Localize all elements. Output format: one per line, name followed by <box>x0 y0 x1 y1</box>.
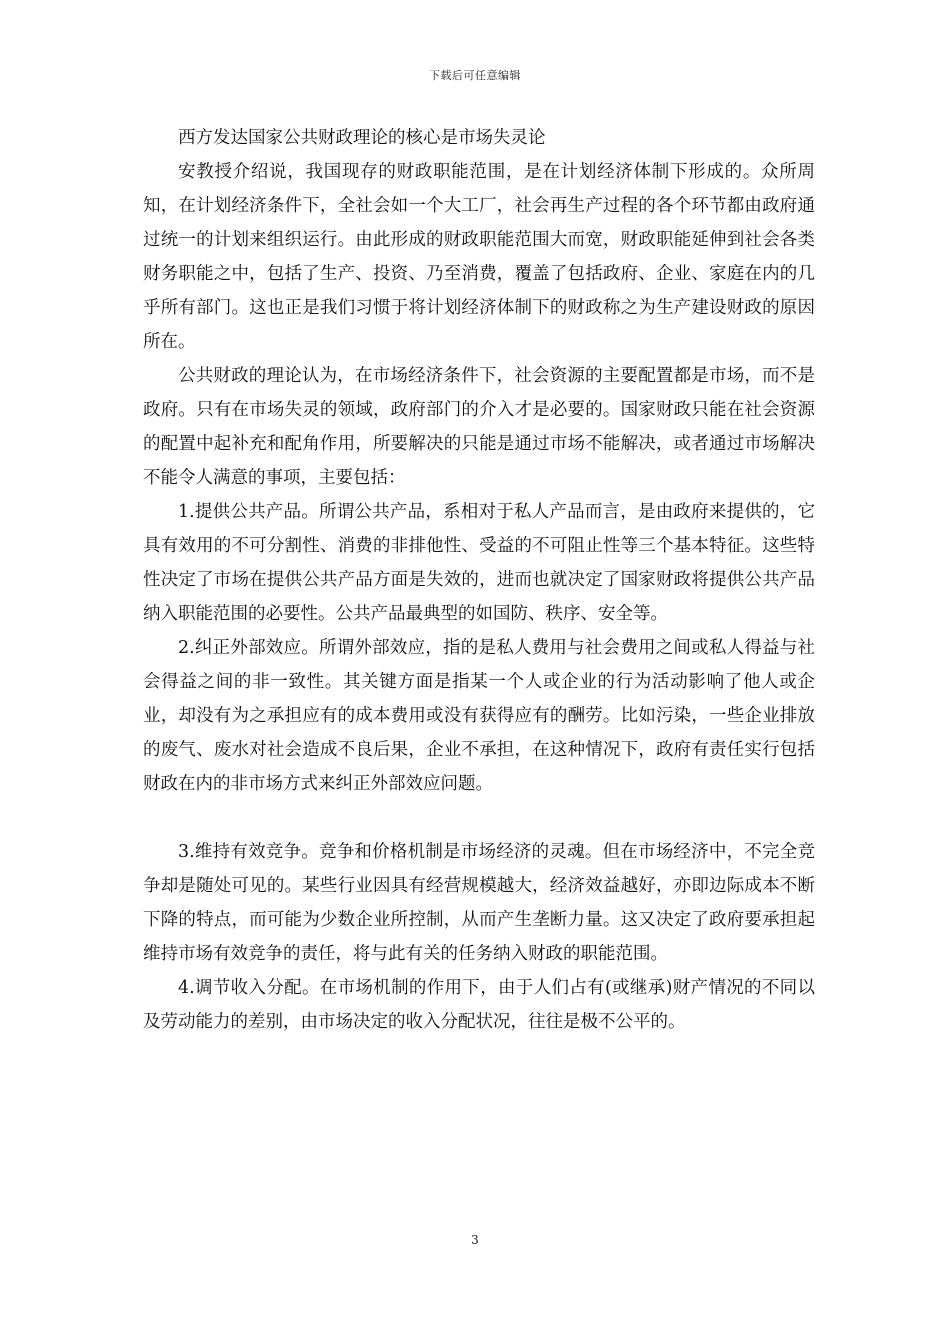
body-text <box>143 121 815 1039</box>
page-number: 3 <box>471 1233 479 1247</box>
paragraph-item-1: 1.提供公共产品。所谓公共产品，系相对于私人产品而言，是由政府来提供的，它具有效用的不可分割性、消费的非排他性、受益的不可阻止性等三个基本特征。这些特性决定了市场在提供公共产品方面是失效的，进而也就决定了国家财政将提供公共产品纳入职能范围的必要性。公共产品最典型的如国防、秩序、安全等。 <box>143 502 815 624</box>
paragraph-item-2: 2.纠正外部效应。所谓外部效应，指的是私人费用与社会费用之间或私人得益与社会得益之间的非一致性。其关键方面是指某一个人或企业的行为活动影响了他人或企业，却没有为之承担应有的成本费用或没有获得应有的酬劳。比如污染，一些企业排放的废气、废水对社会造成不良后果，企业不承担，在这种情况下，政府有责任实行包括财政在内的非市场方式来纠正外部效应问题。 <box>143 638 815 794</box>
header-note: 下载后可任意编辑 <box>429 69 521 82</box>
paragraph: 公共财政的理论认为，在市场经济条件下，社会资源的主要配置都是市场，而不是政府。只有在市场失灵的领域，政府部门的介入才是必要的。国家财政只能在社会资源的配置中起补充和配角作用，所要解决的只能是通过市场不能解决，或者通过市场解决不能令人满意的事项，主要包括： <box>143 366 815 488</box>
paragraph-item-3: 3.维持有效竞争。竞争和价格机制是市场经济的灵魂。但在市场经济中，不完全竞争却是随处可见的。某些行业因具有经营规模越大，经济效益越好，亦即边际成本不断下降的特点，而可能为少数企业所控制，从而产生垄断力量。这又决定了政府要承担起维持市场有效竞争的责任，将与此有关的任务纳入财政的职能范围。 <box>143 842 815 964</box>
paragraph: 安教授介绍说，我国现存的财政职能范围，是在计划经济体制下形成的。众所周知，在计划经济条件下，全社会如一个大工厂，社会再生产过程的各个环节都由政府通过统一的计划来组织运行。由此形成的财政职能范围大而宽，财政职能延伸到社会各类财务职能之中，包括了生产、投资、乃至消费，覆盖了包括政府、企业、家庭在内的几乎所有部门。这也正是我们习惯于将计划经济体制下的财政称之为生产建设财政的原因所在。 <box>143 162 815 352</box>
section-heading: 西方发达国家公共财政理论的核心是市场失灵论 <box>178 128 546 148</box>
paragraph-item-4: 4.调节收入分配。在市场机制的作用下，由于人们占有(或继承)财产情况的不同以及劳动能力的差别，由市场决定的收入分配状况，往往是极不公平的。 <box>143 978 815 1032</box>
